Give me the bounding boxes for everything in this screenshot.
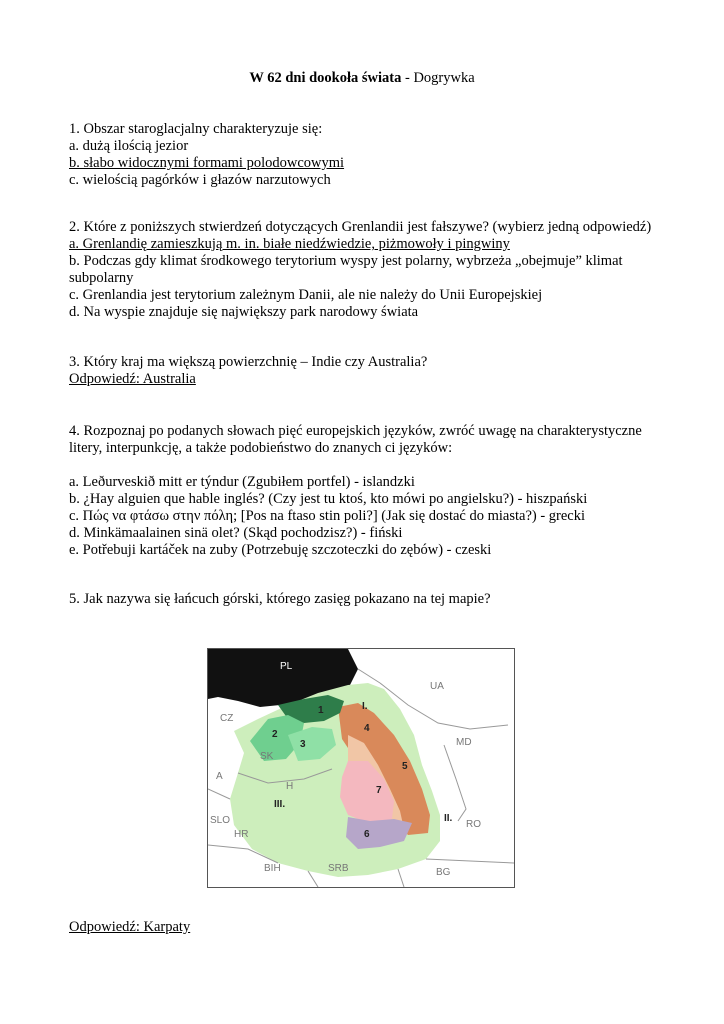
map-region-3: 3: [300, 739, 306, 750]
map-label-cz: CZ: [220, 713, 234, 724]
question-5: [69, 591, 669, 608]
map-label-h: H: [286, 781, 294, 792]
question-1-option-a: a. dużą ilością jezior: [69, 138, 189, 154]
map-label-bg: BG: [436, 867, 451, 878]
question-1-text: 1. Obszar staroglacjalny charakteryzuje się:: [69, 121, 323, 137]
map-region-7: 7: [376, 785, 382, 796]
map-label-slo: SLO: [210, 815, 231, 826]
map-label-bih: BIH: [264, 863, 281, 874]
map-label-pl: PL: [280, 661, 293, 672]
question-3-text: 3. Który kraj ma większą powierzchnię – Indie czy Australia?: [69, 354, 428, 370]
carpathians-map: [207, 648, 515, 888]
map-zone-i: I.: [362, 701, 368, 712]
question-2-option-d: d. Na wyspie znajduje się największy park narodowy świata: [69, 304, 419, 320]
question-3-answer: Odpowiedź: Australia: [69, 371, 196, 387]
map-graphic: [208, 649, 514, 887]
question-4-options: [69, 474, 669, 559]
question-4-text-line2: litery, interpunkcję, a także podobieństwo do znanych ci języków:: [69, 440, 453, 456]
question-5-answer: Odpowiedź: Karpaty: [69, 919, 191, 935]
map-zone-iii: III.: [274, 799, 286, 810]
question-4-option-a: a. Leðurveskið mitt er týndur (Zgubiłem portfel) - islandzki: [69, 474, 415, 490]
question-2-option-b-cont: subpolarny: [69, 270, 134, 286]
question-4-text-line1: 4. Rozpoznaj po podanych słowach pięć europejskich języków, zwróć uwagę na charakterystyczne: [69, 423, 642, 439]
question-1-option-c: c. wielością pagórków i głazów narzutowych: [69, 172, 331, 188]
map-label-a: A: [216, 771, 223, 782]
title-bold: W 62 dni dookoła świata: [249, 70, 402, 86]
map-region-6: 6: [364, 829, 370, 840]
title-rest: - Dogrywka: [401, 70, 475, 86]
question-4-option-e: e. Potřebuji kartáček na zuby (Potrzebuję szczoteczki do zębów) - czeski: [69, 542, 492, 558]
map-label-srb: SRB: [328, 863, 349, 874]
question-4-option-b: b. ¿Hay alguien que hable inglés? (Czy jest tu ktoś, kto mówi po angielsku?) - hiszpański: [69, 491, 588, 507]
question-4: [69, 423, 669, 457]
map-label-ro: RO: [466, 819, 481, 830]
map-label-hr: HR: [234, 829, 249, 840]
question-2-text: 2. Które z poniższych stwierdzeń dotyczących Grenlandii jest fałszywe? (wybierz jedną odpowiedź): [69, 219, 652, 235]
map-label-md: MD: [456, 737, 472, 748]
map-zone-ii: II.: [444, 813, 453, 824]
map-region-1: 1: [318, 705, 324, 716]
question-2-option-a-correct: a. Grenlandię zamieszkują m. in. białe niedźwiedzie, piżmowoły i pingwiny: [69, 236, 510, 252]
question-2-option-c: c. Grenlandia jest terytorium zależnym Danii, ale nie należy do Unii Europejskiej: [69, 287, 543, 303]
map-region-5: 5: [402, 761, 408, 772]
page-title: [0, 70, 724, 87]
question-2: [69, 219, 669, 321]
map-label-sk: SK: [260, 751, 274, 762]
question-2-option-b: b. Podczas gdy klimat środkowego terytorium wyspy jest polarny, wybrzeża „obejmuje” klimat: [69, 253, 623, 269]
map-region-4: 4: [364, 723, 370, 734]
question-3: [69, 354, 669, 388]
map-region-2: 2: [272, 729, 278, 740]
question-1-option-b-correct: b. słabo widocznymi formami polodowcowymi: [69, 155, 345, 171]
question-5-answer-block: [69, 919, 669, 936]
question-5-text: 5. Jak nazywa się łańcuch górski, którego zasięg pokazano na tej mapie?: [69, 591, 491, 607]
question-4-option-d: d. Minkämaalainen sinä olet? (Skąd pochodzisz?) - fiński: [69, 525, 403, 541]
map-label-ua: UA: [430, 681, 444, 692]
question-1: [69, 121, 669, 189]
question-4-option-c: c. Πώς να φτάσω στην πόλη; [Pos na ftaso stin poli?] (Jak się dostać do miasta?) - grecki: [69, 508, 586, 524]
